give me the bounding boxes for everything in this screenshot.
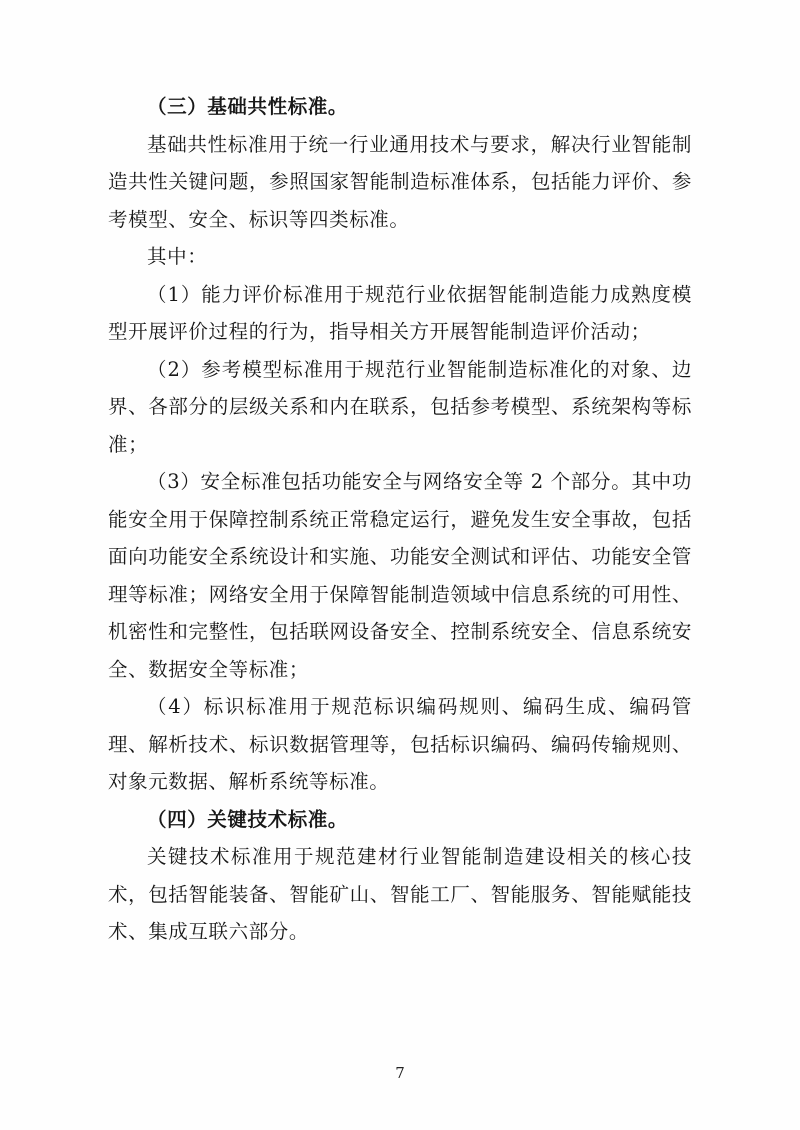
- paragraph-basic-common-standards: 基础共性标准用于统一行业通用技术与要求，解决行业智能制造共性关键问题，参照国家智能制造标准体系，包括能力评价、参考模型、安全、标识等四类标准。: [108, 132, 692, 231]
- document-body: [108, 88, 692, 951]
- paragraph-capability-evaluation: （1）能力评价标准用于规范行业依据智能制造能力成熟度模型开展评价过程的行为，指导相关方开展智能制造评价活动；: [108, 282, 692, 343]
- paragraph-identification-standard: （4）标识标准用于规范标识编码规则、编码生成、编码管理、解析技术、标识数据管理等，包括标识编码、编码传输规则、对象元数据、解析系统等标准。: [108, 695, 692, 793]
- section-heading-3: （三）基础共性标准。: [147, 95, 349, 118]
- section-heading-4: （四）关键技术标准。: [147, 807, 349, 831]
- paragraph-reference-model: （2）参考模型标准用于规范行业智能制造标准化的对象、边界、各部分的层级关系和内在联系，包括参考模型、系统架构等标准；: [108, 357, 692, 456]
- page-number: 7: [395, 1064, 405, 1082]
- paragraph-among-which: 其中：: [147, 245, 208, 268]
- paragraph-safety-standard: （3）安全标准包括功能安全与网络安全等 2 个部分。其中功能安全用于保障控制系统正常稳定运行，避免发生安全事故，包括面向功能安全系统设计和实施、功能安全测试和评估、功能安全管理等标准；网络安全用于保障智能制造领域中信息系统的可用性、机密性和完整性，包括联网设备安全、控制系统安全、信息系统安全、数据安全等标准；: [108, 470, 692, 681]
- paragraph-key-technology: 关键技术标准用于规范建材行业智能制造建设相关的核心技术，包括智能装备、智能矿山、智能工厂、智能服务、智能赋能技术、集成互联六部分。: [108, 845, 692, 943]
